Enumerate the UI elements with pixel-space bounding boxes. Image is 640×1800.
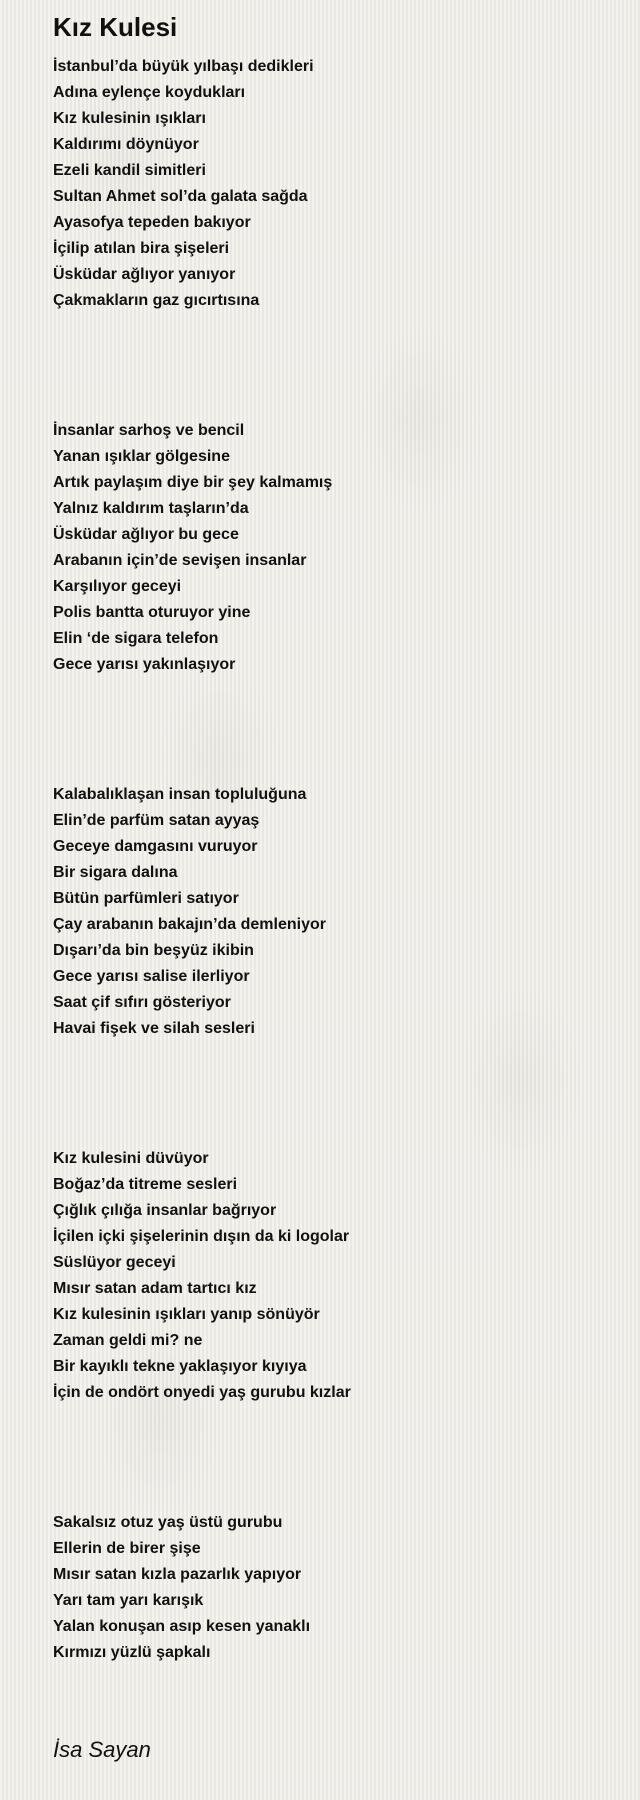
- stanza: [53, 782, 640, 1042]
- poem-line: Yarı tam yarı karışık: [53, 1592, 204, 1609]
- poem-line: Mısır satan kızla pazarlık yapıyor: [53, 1566, 302, 1583]
- poem-line: Karşılıyor geceyi: [53, 578, 182, 595]
- poem-line: Bir sigara dalına: [53, 864, 178, 881]
- poem-line: Üsküdar ağlıyor bu gece: [53, 526, 239, 543]
- poem-line: Çakmakların gaz gıcırtısına: [53, 292, 260, 309]
- poem-line: Ellerin de birer şişe: [53, 1540, 201, 1557]
- poem-line: Elin ‘de sigara telefon: [53, 630, 219, 647]
- poem-line: Çığlık çılığa insanlar bağrıyor: [53, 1202, 277, 1219]
- poem-line: Süslüyor geceyi: [53, 1254, 176, 1271]
- poem-line: Kırmızı yüzlü şapkalı: [53, 1644, 211, 1661]
- poem-line: İçilen içki şişelerinin dışın da ki logolar: [53, 1228, 350, 1245]
- poem-line: İçilip atılan bira şişeleri: [53, 240, 230, 257]
- poem-line: Gece yarısı yakınlaşıyor: [53, 656, 236, 673]
- poem-line: Çay arabanın bakajın’da demleniyor: [53, 916, 326, 933]
- poem-line: İnsanlar sarhoş ve bencil: [53, 422, 245, 439]
- poem-line: Ayasofya tepeden bakıyor: [53, 214, 251, 231]
- poem-line: Kaldırımı döynüyor: [53, 136, 199, 153]
- poem-line: Artık paylaşım diye bir şey kalmamış: [53, 474, 333, 491]
- poem-line: Kız kulesinin ışıkları yanıp sönüyör: [53, 1306, 320, 1323]
- poem-line: Bütün parfümleri satıyor: [53, 890, 239, 907]
- poem-line: Yalnız kaldırım taşların’da: [53, 500, 249, 517]
- poem-body: [53, 54, 640, 1666]
- poem-title: Kız Kulesi: [53, 12, 178, 42]
- poem-author: İsa Sayan: [53, 1737, 151, 1762]
- poem-line: Polis bantta oturuyor yine: [53, 604, 251, 621]
- poem-line: Dışarı’da bin beşyüz ikibin: [53, 942, 254, 959]
- poem-line: Yanan ışıklar gölgesine: [53, 448, 230, 465]
- poem-line: Elin’de parfüm satan ayyaş: [53, 812, 260, 829]
- poem-line: Yalan konuşan asıp kesen yanaklı: [53, 1618, 311, 1635]
- poem-line: Adına eylençe koydukları: [53, 84, 246, 101]
- stanza: [53, 1146, 640, 1406]
- poem-line: Üsküdar ağlıyor yanıyor: [53, 266, 236, 283]
- poem-line: Saat çif sıfırı gösteriyor: [53, 994, 231, 1011]
- poem-line: İçin de ondört onyedi yaş gurubu kızlar: [53, 1384, 351, 1401]
- poem-line: Boğaz’da titreme sesleri: [53, 1176, 238, 1193]
- poem-line: Arabanın için’de sevişen insanlar: [53, 552, 307, 569]
- stanza: [53, 1510, 640, 1666]
- poem-line: Ezeli kandil simitleri: [53, 162, 206, 179]
- poem-line: Geceye damgasını vuruyor: [53, 838, 258, 855]
- poem-line: Havai fişek ve silah sesleri: [53, 1020, 255, 1037]
- poem-line: Mısır satan adam tartıcı kız: [53, 1280, 257, 1297]
- poem-line: Zaman geldi mi? ne: [53, 1332, 203, 1349]
- stanza: [53, 418, 640, 678]
- poem-line: Bir kayıklı tekne yaklaşıyor kıyıya: [53, 1358, 307, 1375]
- poem-line: İstanbul’da büyük yılbaşı dedikleri: [53, 58, 314, 75]
- poem-line: Gece yarısı salise ilerliyor: [53, 968, 250, 985]
- poem-line: Sakalsız otuz yaş üstü gurubu: [53, 1514, 283, 1531]
- poem-line: Kız kulesinin ışıkları: [53, 110, 206, 127]
- stanza: [53, 54, 640, 314]
- poem-line: Kalabalıklaşan insan topluluğuna: [53, 786, 307, 803]
- poem-line: Sultan Ahmet sol’da galata sağda: [53, 188, 308, 205]
- poem-line: Kız kulesini düvüyor: [53, 1150, 209, 1167]
